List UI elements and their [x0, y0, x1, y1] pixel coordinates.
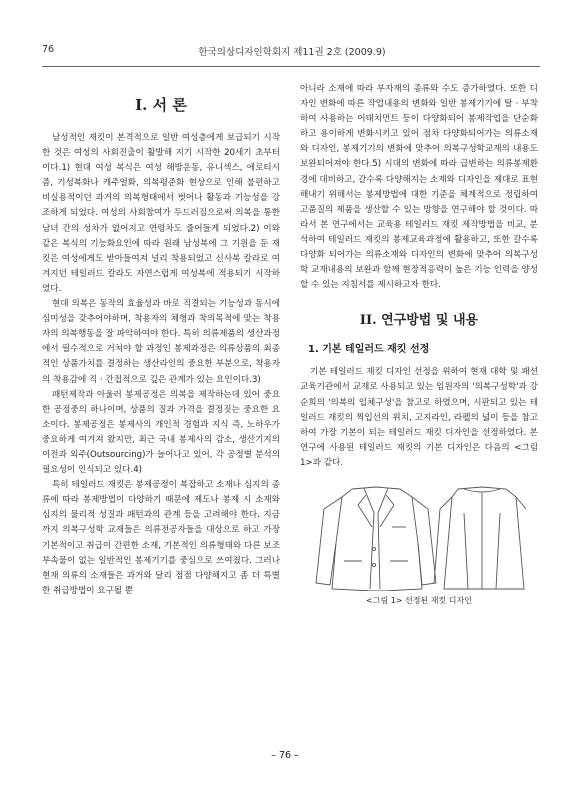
- left-column: [42, 82, 280, 599]
- intro-paragraph-4: 특히 테일러드 재킷은 봉제공정이 복잡하고 소재나 심지의 종류에 따라 봉제방법이 다양하기 때문에 제도나 봉제 시 소재와 심지의 물리적 성질과 패턴과의 관계 등을 고려해야 한다. 지금까지 의복구성학 교재들은 의류전공자들을 대상으로 하고 가장 기본적이고 취급이 간편한 소재, 기본적인 의류형태와 다른 보조부속물이 없는 일반적인 봉제기기를 중심으로 쓰여졌다. 그러나 현재 의류의 소재들은 과거와 달리 점점 다양해지고 좀 더 특별한 취급방법이 요구될 뿐: [42, 480, 280, 596]
- intro-paragraph-1: 남성적인 재킷이 본격적으로 일반 여성층에게 보급되기 시작한 것은 여성의 사회진출이 활발해 지기 시작한 20세기 초부터이다.1) 현대 여성 복식은 여성 해방운동, 유니섹스, 에로티시즘, 기성복화나 캐주얼화, 의복평준화 현상으로 인해 불편하고 비실용적이던 과거의 의복형태에서 벗어나 활동과 기능성을 강조하게 되었다. 여성의 사회참여가 두드러짐으로써 의복을 통한 남녀 간의 성차가 없어지고 연령차도 줄어들게 되었다.2) 이와 같은 복식의 기능화요인에 따라 원래 남성복에 그 기원을 둔 재킷은 여성에게도 받아들여져 널리 착용되었고 신사복 칼라로 여겨지던 테일러드 칼라도 자연스럽게 여성복에 적용되기 시작하였다.: [42, 133, 280, 294]
- jacket-figure: [314, 483, 526, 591]
- header-rule: [42, 66, 540, 67]
- jacket-back-drawing: [434, 487, 526, 589]
- intro-paragraph-2: 현대 의복은 동작의 효율성과 바로 직결되는 기능성과 동시에 심미성을 갖추어야하며, 착용자의 체형과 착의목적에 맞는 착용자의 의복행동을 잘 파악하여야 한다. 특히 의류제품의 생산과정에서 필수적으로 거쳐야 할 과정인 봉제과정은 의류상품의 최종적인 상품가치를 결정하는 생산라인의 중요한 부분으로, 착용자의 착용감에 직 · 간접적으로 깊은 관계가 있는 요인이다.3): [42, 299, 280, 385]
- page-footer-number: – 76 –: [271, 750, 299, 761]
- intro-paragraph-continued: 아니라 소재에 따라 부자재의 종류와 수도 증가하였다. 또한 디자인 변화에 따른 작업내용의 변화와 일반 봉제기기에 탈 · 부착하여 사용하는 어태치먼트 등이 다양화되어 봉제작업을 단순화하고 용이하게 변화시키고 있어 점차 다양화되어가는 의류소재와 디자인, 봉제기기의 변화에 맞추어 의복구성학교재의 내용도 보완되어져야 한다.5) 시대의 변화에 따라 급변하는 의류봉제환경에 대비하고, 갈수록 다양해지는 소재와 디자인을 제대로 표현해내기 위해서는 봉제방법에 대한 기준을 체계적으로 정립하여 고품질의 제품을 생산할 수 있는 방향을 연구해야 할 것이다. 따라서 본 연구에서는 교육용 테일러드 재킷 제작방법을 비교, 분석하여 테일러드 재킷의 봉제교육과정에 활용하고, 또한 갈수록 다양화 되어가는 의류소재와 디자인의 변화에 맞추어 의복구성학 교재내용의 보완과 함께 현장적응력이 높은 기능 인력을 양성할 수 있는 지침서를 제시하고자 한다.: [300, 84, 538, 291]
- section-heading-methods: II. 연구방법 및 내용: [359, 313, 479, 329]
- methods-paragraph: 기본 테일러드 재킷 디자인 선정을 위하여 현재 대학 및 패션 교육기관에서 교재로 사용되고 있는 임원자의 '의복구성학'과 강순희의 '의복의 입체구성'을 참고로 하였으며, 시판되고 있는 테일러드 재킷의 찍입선의 위치, 고지라인, 라펠의 넓이 등을 참고하여 가장 기본이 되는 테일러드 재킷 디자인을 선정하였다. 본 연구에 사용된 테일러드 재킷의 기본 디자인은 다음의 <그림 1>과 같다.: [300, 367, 538, 468]
- header-journal-title: 한국의상디자인학회지 제11권 2호 (2009.9): [198, 47, 386, 58]
- right-column: [300, 82, 538, 606]
- section-heading-introduction: I. 서 론: [135, 96, 187, 114]
- running-header: [42, 44, 542, 62]
- subsection-heading: 1. 기본 테일러드 재킷 선정: [308, 344, 430, 356]
- intro-paragraph-3: 패턴제작과 아울러 봉제공정은 의복을 제작하는데 있어 중요한 공정중의 하나이며, 상품의 질과 가격을 결정짓는 중요한 요소이다. 봉제공정은 봉제사의 개인적 경험과 지식 즉, 노하우가 중요하게 여겨져 왔지만, 최근 국내 봉제사의 감소, 생산기지의 이전과 외주(Outsourcing)가 늘어나고 있어, 각 공정별 분석의 필요성이 인식되고 있다.4): [42, 389, 280, 476]
- figure-caption: <그림 1> 선정된 재킷 디자인: [366, 595, 472, 605]
- header-page-number: 76: [42, 44, 55, 55]
- jacket-front-drawing: [316, 487, 436, 591]
